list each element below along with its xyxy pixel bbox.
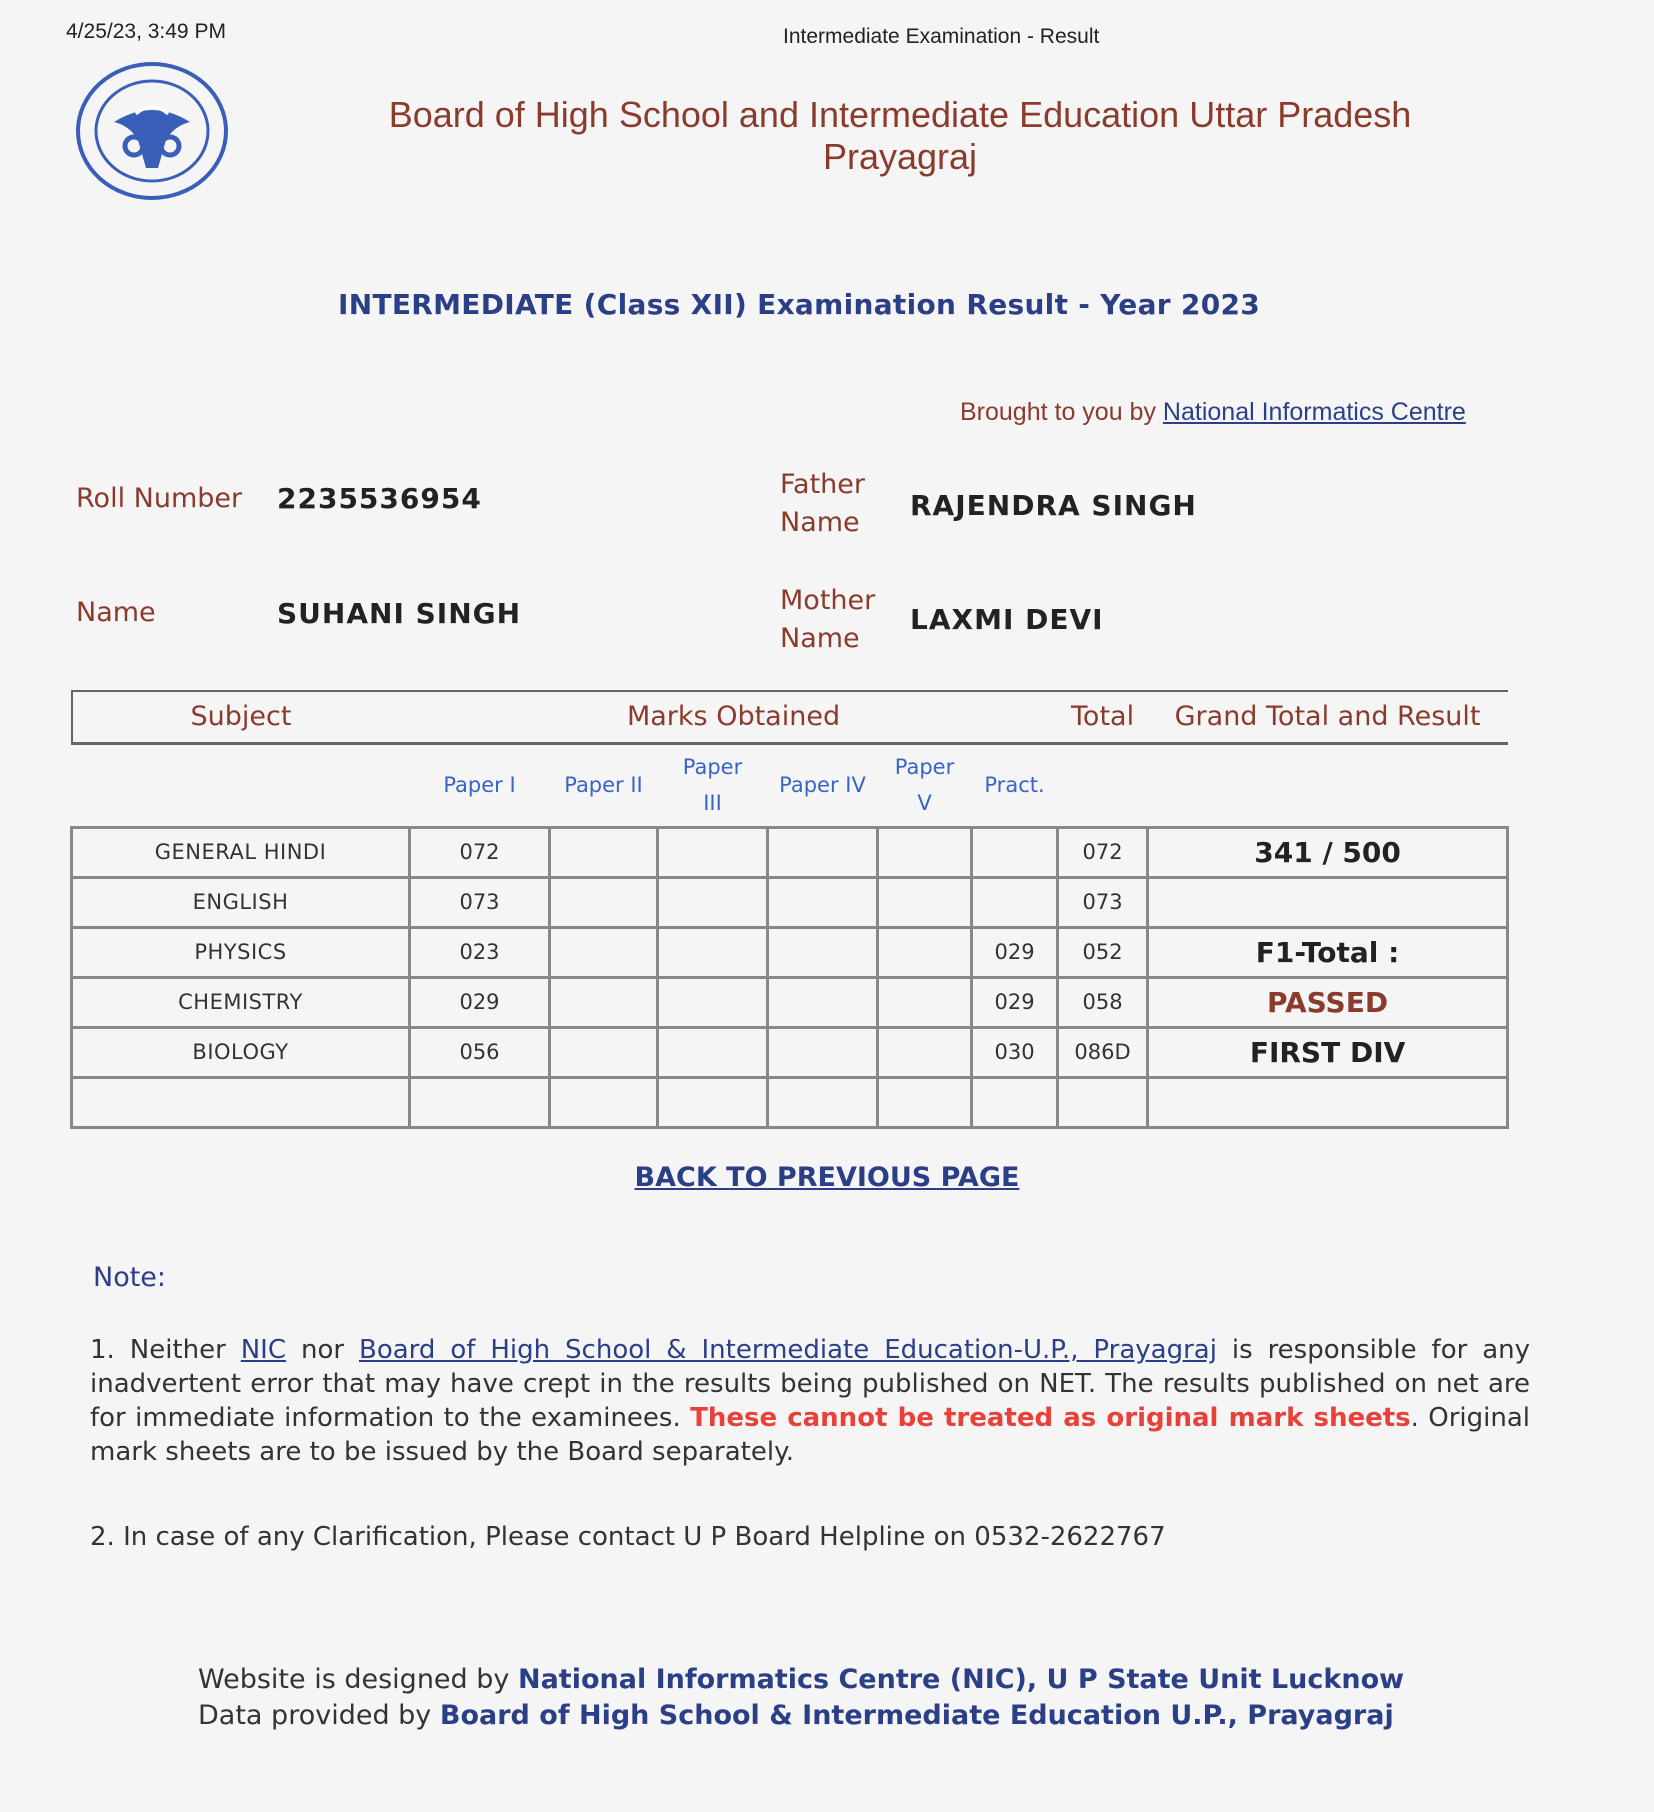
total-cell: 073 <box>1058 877 1148 927</box>
subheader-blank-total <box>1058 743 1148 827</box>
back-link-container <box>0 1162 1654 1193</box>
note-heading: Note: <box>93 1262 167 1293</box>
paper-4-cell <box>768 877 878 927</box>
empty-cell <box>1058 1077 1148 1127</box>
name-value: SUHANI SINGH <box>277 597 522 630</box>
practical-header: Pract. <box>984 773 1045 797</box>
paper-3-cell <box>658 977 768 1027</box>
f1-total-label: F1-Total : <box>1148 927 1508 977</box>
print-page-title: Intermediate Examination - Result <box>783 25 1100 48</box>
paper-3-header-line2: III <box>703 791 722 815</box>
note-1-end: . Original mark sheets are to be issued by the Board separately. <box>90 1403 1531 1467</box>
grand-total-result-header: Grand Total and Result <box>1148 691 1508 743</box>
footer-data-provider: Board of High School & Intermediate Education U.P., Prayagraj <box>439 1700 1394 1731</box>
empty-cell <box>1148 1077 1508 1127</box>
footer-line-1 <box>198 1664 1404 1695</box>
paper-1-cell: 023 <box>410 927 550 977</box>
paper-5-cell <box>878 827 972 877</box>
table-row <box>72 977 1508 1027</box>
subheader-blank-grand <box>1148 743 1508 827</box>
print-timestamp: 4/25/23, 3:49 PM <box>66 20 226 43</box>
note-2: 2. In case of any Clarification, Please contact U P Board Helpline on 0532-2622767 <box>90 1522 1166 1552</box>
table-row-empty <box>72 1077 1508 1127</box>
mother-name-value: LAXMI DEVI <box>910 603 1104 636</box>
empty-cell <box>878 1077 972 1127</box>
table-row <box>72 827 1508 877</box>
paper-4-cell <box>768 927 878 977</box>
paper-2-cell <box>550 1027 658 1077</box>
grand-total-value: 341 / 500 <box>1148 827 1508 877</box>
roll-number-label: Roll Number <box>76 483 243 514</box>
paper-2-cell <box>550 927 658 977</box>
empty-cell <box>72 1077 410 1127</box>
paper-1-cell: 056 <box>410 1027 550 1077</box>
paper-2-cell <box>550 877 658 927</box>
mother-name-label-line2: Name <box>780 623 860 654</box>
board-name-line1: Board of High School and Intermediate Education Uttar Pradesh <box>388 94 1412 135</box>
paper-5-header-line1: Paper <box>894 755 955 779</box>
note-1-text: is responsible for any inadvertent error that may have crept in the results being published on NET. The results published on net are for immediate information to the examinees. <box>90 1335 1531 1433</box>
paper-5-cell <box>878 977 972 1027</box>
back-to-previous-page-link[interactable]: BACK TO PREVIOUS PAGE <box>634 1162 1020 1193</box>
paper-1-cell: 072 <box>410 827 550 877</box>
note-1 <box>90 1333 1530 1469</box>
total-cell: 086D <box>1058 1027 1148 1077</box>
total-cell: 072 <box>1058 827 1148 877</box>
empty-cell <box>550 1077 658 1127</box>
paper-3-cell <box>658 1027 768 1077</box>
grand-total-blank <box>1148 877 1508 927</box>
paper-2-header: Paper II <box>564 773 643 797</box>
paper-1-cell: 073 <box>410 877 550 927</box>
exam-title: INTERMEDIATE (Class XII) Examination Result - Year 2023 <box>338 288 1261 321</box>
practical-cell <box>972 827 1058 877</box>
footer-data-prefix: Data provided by <box>198 1700 432 1731</box>
practical-cell <box>972 877 1058 927</box>
paper-3-cell <box>658 877 768 927</box>
paper-4-cell <box>768 977 878 1027</box>
up-seal-logo-icon <box>74 60 230 202</box>
name-label: Name <box>76 597 156 628</box>
practical-cell: 029 <box>972 977 1058 1027</box>
subject-cell: ENGLISH <box>72 877 410 927</box>
paper-5-header-line2: V <box>917 791 932 815</box>
table-row <box>72 1027 1508 1077</box>
paper-4-cell <box>768 1027 878 1077</box>
result-status: PASSED <box>1148 977 1508 1027</box>
paper-3-header <box>658 743 768 827</box>
division-value: FIRST DIV <box>1148 1027 1508 1077</box>
brought-by-prefix: Brought to you by <box>960 398 1156 426</box>
paper-3-cell <box>658 927 768 977</box>
paper-4-header: Paper IV <box>779 773 866 797</box>
mother-name-label-line1: Mother <box>780 585 876 616</box>
empty-cell <box>658 1077 768 1127</box>
table-subheader-row <box>72 743 1508 827</box>
paper-5-cell <box>878 1027 972 1077</box>
table-row <box>72 927 1508 977</box>
father-name-label-line1: Father <box>780 469 866 500</box>
father-name-value: RAJENDRA SINGH <box>910 489 1197 522</box>
footer-designed-by: National Informatics Centre (NIC), U P State Unit Lucknow <box>517 1664 1405 1695</box>
paper-5-header <box>878 743 972 827</box>
total-cell: 052 <box>1058 927 1148 977</box>
board-name-line2: Prayagraj <box>822 136 978 177</box>
nic-note-link[interactable]: NIC <box>240 1335 287 1365</box>
note-1-mid: nor <box>300 1335 345 1365</box>
practical-cell: 030 <box>972 1027 1058 1077</box>
footer-line-2 <box>198 1700 1394 1731</box>
result-table <box>70 690 1509 1129</box>
paper-2-cell <box>550 977 658 1027</box>
practical-cell: 029 <box>972 927 1058 977</box>
paper-3-cell <box>658 827 768 877</box>
board-note-link[interactable]: Board of High School & Intermediate Education-U.P., Prayagraj <box>359 1335 1217 1365</box>
paper-3-header-line1: Paper <box>682 755 743 779</box>
total-cell: 058 <box>1058 977 1148 1027</box>
nic-link[interactable]: National Informatics Centre <box>1162 398 1466 426</box>
empty-cell <box>410 1077 550 1127</box>
subject-cell: PHYSICS <box>72 927 410 977</box>
note-1-warning: These cannot be treated as original mark sheets <box>690 1403 1411 1433</box>
marks-obtained-header: Marks Obtained <box>410 691 1058 743</box>
brought-by <box>960 398 1466 427</box>
empty-cell <box>972 1077 1058 1127</box>
father-name-label-line2: Name <box>780 507 860 538</box>
subheader-blank <box>72 743 410 827</box>
paper-1-header: Paper I <box>443 773 516 797</box>
table-header-row <box>72 691 1508 743</box>
subject-cell: CHEMISTRY <box>72 977 410 1027</box>
subject-cell: BIOLOGY <box>72 1027 410 1077</box>
paper-4-cell <box>768 827 878 877</box>
note-1-prefix: 1. Neither <box>90 1335 226 1365</box>
table-row <box>72 877 1508 927</box>
total-header: Total <box>1058 691 1148 743</box>
paper-5-cell <box>878 927 972 977</box>
paper-2-cell <box>550 827 658 877</box>
roll-number-value: 2235536954 <box>277 482 482 515</box>
subject-cell: GENERAL HINDI <box>72 827 410 877</box>
subject-header: Subject <box>72 691 410 743</box>
footer-designed-prefix: Website is designed by <box>198 1664 510 1695</box>
paper-1-cell: 029 <box>410 977 550 1027</box>
empty-cell <box>768 1077 878 1127</box>
paper-5-cell <box>878 877 972 927</box>
